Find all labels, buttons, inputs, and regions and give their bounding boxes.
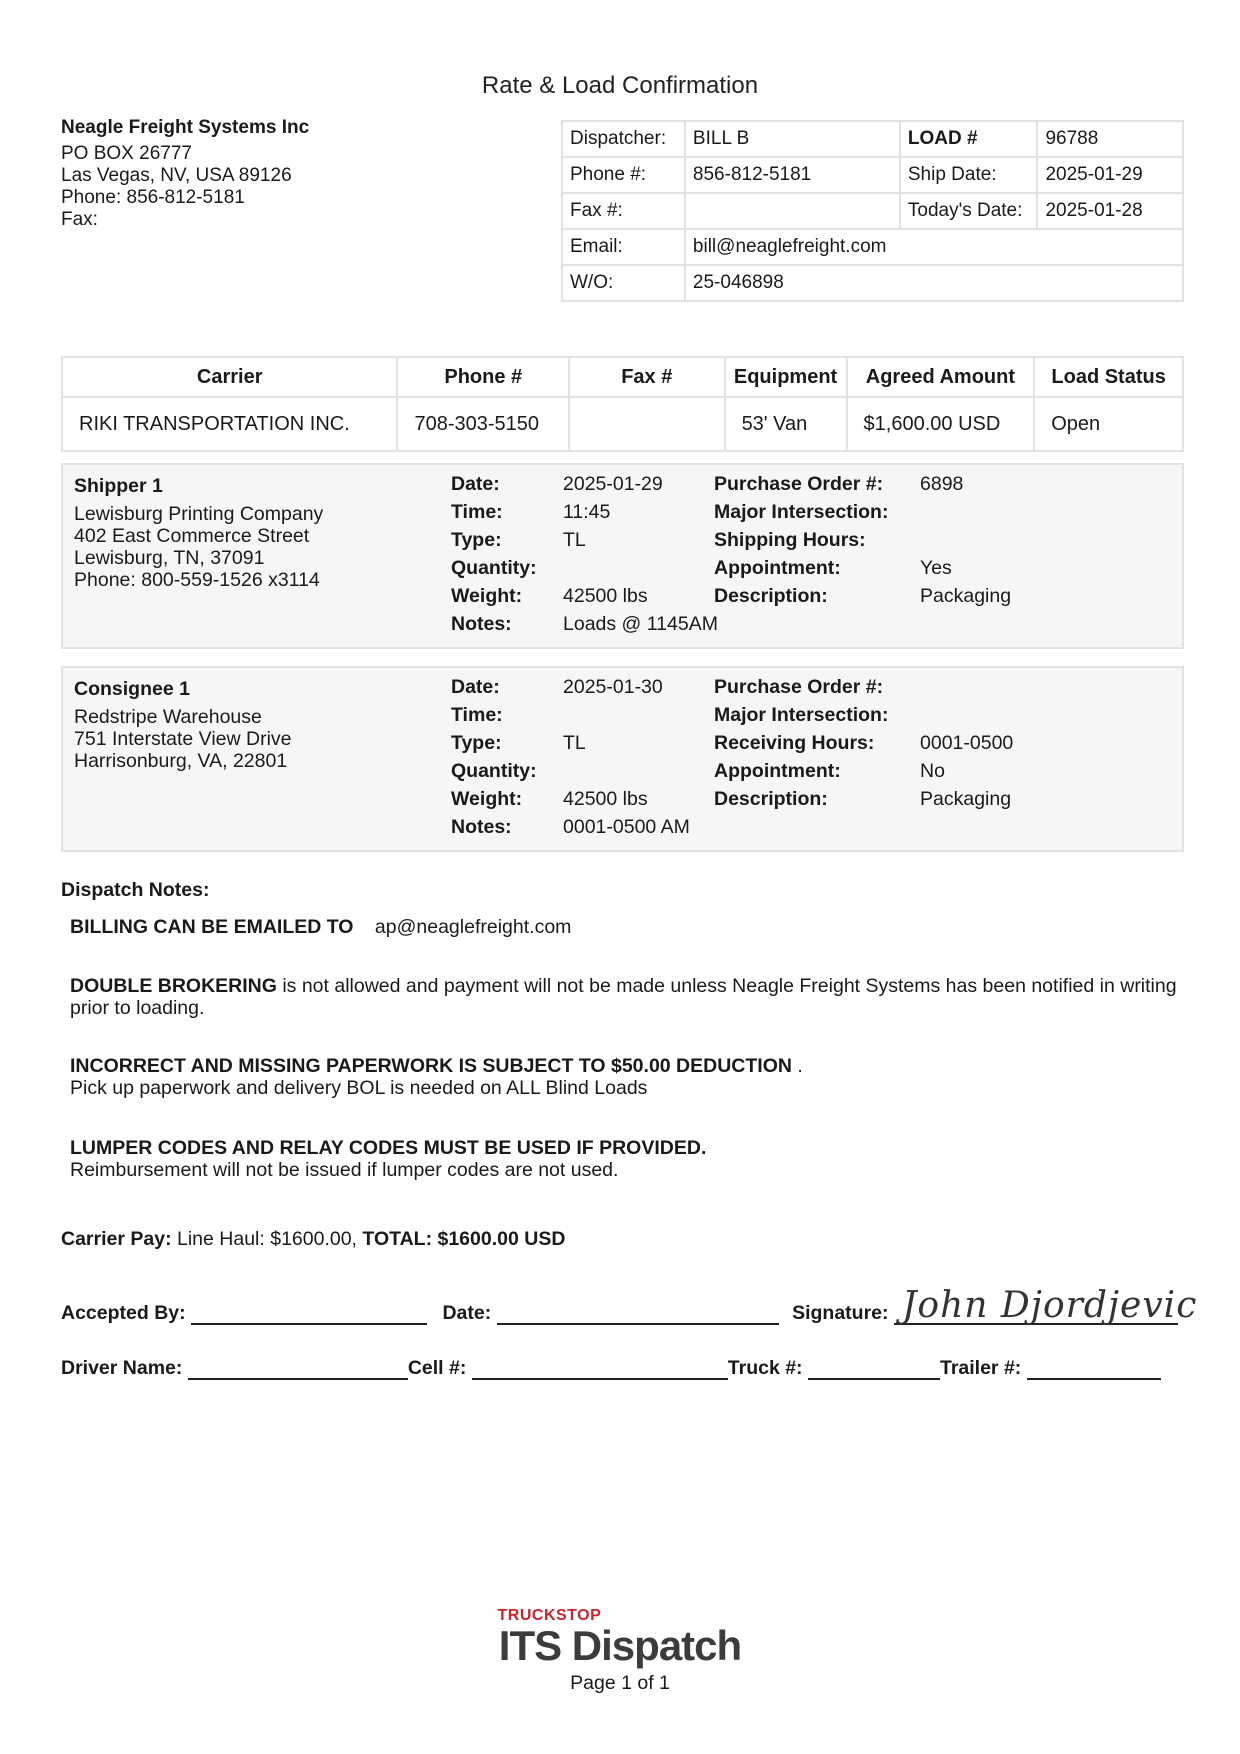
appointment-label: Appointment:: [714, 557, 841, 579]
carrier-pay-label: Carrier Pay:: [61, 1228, 172, 1250]
type-value: TL: [563, 529, 586, 551]
shipper-name: Lewisburg Printing Company: [74, 503, 324, 525]
carrier-phone: 708-303-5150: [397, 397, 569, 451]
driver-name-label: Driver Name:: [61, 1357, 183, 1379]
phone-value: 856-812-5181: [685, 157, 900, 193]
trailer-label: Trailer #:: [939, 1357, 1022, 1379]
column-header: Load Status: [1034, 357, 1183, 397]
consignee-left-values: [563, 673, 690, 841]
double-brokering-note: [70, 975, 1180, 1019]
notes-value: Loads @ 1145AM: [563, 613, 718, 635]
dispatch-notes-title: Dispatch Notes:: [61, 879, 210, 901]
fax-value: [685, 193, 900, 229]
notes-label: Notes:: [451, 613, 512, 635]
page-number: Page 1 of 1: [570, 1672, 670, 1694]
appointment-value: No: [920, 760, 945, 782]
date-label: Date:: [451, 676, 500, 698]
trailer-line[interactable]: [1027, 1358, 1161, 1380]
weight-label: Weight:: [451, 788, 523, 810]
time-value: [563, 701, 690, 729]
truckstop-wordmark: TRUCKSTOP: [497, 1607, 602, 1624]
receiving-hours-label: Receiving Hours:: [714, 732, 875, 754]
appointment-label: Appointment:: [714, 760, 841, 782]
fax-label: Fax #:: [562, 193, 685, 229]
paperwork-heading: INCORRECT AND MISSING PAPERWORK IS SUBJECT TO $50.00 DEDUCTION: [70, 1055, 792, 1077]
lumper-heading: LUMPER CODES AND RELAY CODES MUST BE USED IF PROVIDED.: [70, 1137, 707, 1159]
time-label: Time:: [451, 501, 503, 523]
weight-label: Weight:: [451, 585, 523, 607]
type-label: Type:: [451, 732, 502, 754]
company-fax: Fax:: [61, 209, 98, 230]
time-value: 11:45: [563, 501, 611, 523]
notes-label: Notes:: [451, 816, 512, 838]
consignee-title: Consignee 1: [74, 678, 190, 700]
date-value: 2025-01-29: [563, 473, 663, 495]
column-header: Agreed Amount: [847, 357, 1035, 397]
quantity-value: [563, 757, 690, 785]
consignee-right-values: [920, 673, 1013, 813]
notes-value: 0001-0500 AM: [563, 816, 690, 838]
carrier-table-header: [62, 357, 1183, 397]
paperwork-note: [70, 1055, 1180, 1099]
consignee-section: [61, 666, 1184, 852]
double-brokering-text: is not allowed and payment will not be made unless Neagle Freight Systems has been notified in writing prior to loading.: [70, 975, 1177, 1019]
major-intersection-value: [920, 498, 1011, 526]
type-value: TL: [563, 732, 586, 754]
handwritten-signature: John Djordjevic: [902, 1285, 1198, 1326]
column-header: Fax #: [569, 357, 725, 397]
date-label: Date:: [442, 1302, 492, 1324]
type-label: Type:: [451, 529, 502, 551]
quantity-label: Quantity:: [451, 557, 537, 579]
date-value: 2025-01-30: [563, 676, 663, 698]
carrier-name: RIKI TRANSPORTATION INC.: [62, 397, 397, 451]
consignee-left-labels: [451, 673, 537, 841]
driver-row: [61, 1357, 1161, 1380]
billing-note: [70, 916, 1180, 938]
major-intersection-label: Major Intersection:: [714, 704, 889, 726]
shipper-left-values: [563, 470, 718, 638]
carrier-equipment: 53' Van: [725, 397, 847, 451]
purchase-order-value: 6898: [920, 473, 964, 495]
description-value: Packaging: [920, 788, 1012, 810]
billing-email: ap@neaglefreight.com: [374, 916, 572, 938]
consignee-address: [74, 706, 292, 772]
column-header: Carrier: [62, 357, 397, 397]
lumper-text: Reimbursement will not be issued if lumper codes are not used.: [70, 1159, 619, 1181]
major-intersection-value: [920, 701, 1013, 729]
consignee-city: Harrisonburg, VA, 22801: [74, 750, 288, 772]
description-label: Description:: [714, 788, 828, 810]
company-name: Neagle Freight Systems Inc: [61, 117, 310, 138]
carrier-table: [61, 356, 1184, 452]
cell-line[interactable]: [472, 1358, 728, 1380]
load-number-label: LOAD #: [900, 121, 1038, 157]
pay-total: TOTAL: $1600.00 USD: [362, 1228, 566, 1250]
todays-date-label: Today's Date:: [900, 193, 1038, 229]
major-intersection-label: Major Intersection:: [714, 501, 889, 523]
paperwork-period: .: [791, 1055, 803, 1077]
email-value: bill@neaglefreight.com: [685, 229, 1183, 265]
weight-value: 42500 lbs: [563, 585, 648, 607]
description-label: Description:: [714, 585, 828, 607]
shipper-street: 402 East Commerce Street: [74, 525, 310, 547]
quantity-label: Quantity:: [451, 760, 537, 782]
company-block: [61, 117, 309, 231]
shipper-right-values: [920, 470, 1011, 610]
company-address-line-1: PO BOX 26777: [61, 143, 192, 164]
its-dispatch-wordmark: ITS Dispatch: [498, 1622, 742, 1669]
company-phone: Phone: 856-812-5181: [61, 187, 245, 208]
accepted-by-line[interactable]: [191, 1303, 427, 1325]
consignee-right-labels: [714, 673, 888, 813]
company-address-line-2: Las Vegas, NV, USA 89126: [61, 165, 292, 186]
driver-name-line[interactable]: [188, 1358, 408, 1380]
consignee-name: Redstripe Warehouse: [74, 706, 262, 728]
truck-line[interactable]: [808, 1358, 940, 1380]
paperwork-text: Pick up paperwork and delivery BOL is needed on ALL Blind Loads: [70, 1077, 648, 1099]
work-order-label: W/O:: [562, 265, 685, 301]
shipping-hours-value: [920, 526, 1011, 554]
shipper-right-labels: [714, 470, 888, 610]
dispatcher-value: BILL B: [685, 121, 900, 157]
accepted-by-label: Accepted By:: [61, 1302, 186, 1324]
signature-label: Signature:: [792, 1302, 889, 1324]
double-brokering-heading: DOUBLE BROKERING: [70, 975, 277, 997]
its-dispatch-logo: [0, 1607, 1240, 1667]
shipper-phone: Phone: 800-559-1526 x3114: [74, 569, 320, 591]
line-haul: Line Haul: $1600.00,: [171, 1228, 363, 1250]
purchase-order-label: Purchase Order #:: [714, 473, 884, 495]
weight-value: 42500 lbs: [563, 788, 648, 810]
date-line[interactable]: [497, 1303, 779, 1325]
shipping-hours-label: Shipping Hours:: [714, 529, 866, 551]
truck-label: Truck #:: [727, 1357, 803, 1379]
carrier-pay: [61, 1228, 565, 1251]
lumper-note: [70, 1137, 1180, 1181]
shipper-city: Lewisburg, TN, 37091: [74, 547, 265, 569]
purchase-order-value: [920, 673, 1013, 701]
carrier-fax: [569, 397, 725, 451]
billing-note-heading: BILLING CAN BE EMAILED TO: [70, 916, 354, 938]
load-number-value: 96788: [1037, 121, 1183, 157]
consignee-street: 751 Interstate View Drive: [74, 728, 292, 750]
column-header: Phone #: [397, 357, 569, 397]
shipper-left-labels: [451, 470, 537, 638]
description-value: Packaging: [920, 585, 1012, 607]
date-label: Date:: [451, 473, 500, 495]
table-row: [62, 397, 1183, 451]
quantity-value: [563, 554, 718, 582]
shipper-address: [74, 503, 323, 591]
appointment-value: Yes: [920, 557, 952, 579]
email-label: Email:: [562, 229, 685, 265]
time-label: Time:: [451, 704, 503, 726]
shipper-title: Shipper 1: [74, 475, 163, 497]
ship-date-value: 2025-01-29: [1037, 157, 1183, 193]
dispatcher-label: Dispatcher:: [562, 121, 685, 157]
page-title: Rate & Load Confirmation: [481, 72, 759, 99]
purchase-order-label: Purchase Order #:: [714, 676, 884, 698]
load-info-table: [561, 120, 1184, 302]
receiving-hours-value: 0001-0500: [920, 732, 1014, 754]
ship-date-label: Ship Date:: [900, 157, 1038, 193]
load-status: Open: [1034, 397, 1183, 451]
shipper-section: [61, 463, 1184, 649]
work-order-value: 25-046898: [685, 265, 1183, 301]
agreed-amount: $1,600.00 USD: [847, 397, 1035, 451]
phone-label: Phone #:: [562, 157, 685, 193]
column-header: Equipment: [725, 357, 847, 397]
todays-date-value: 2025-01-28: [1037, 193, 1183, 229]
cell-label: Cell #:: [407, 1357, 467, 1379]
